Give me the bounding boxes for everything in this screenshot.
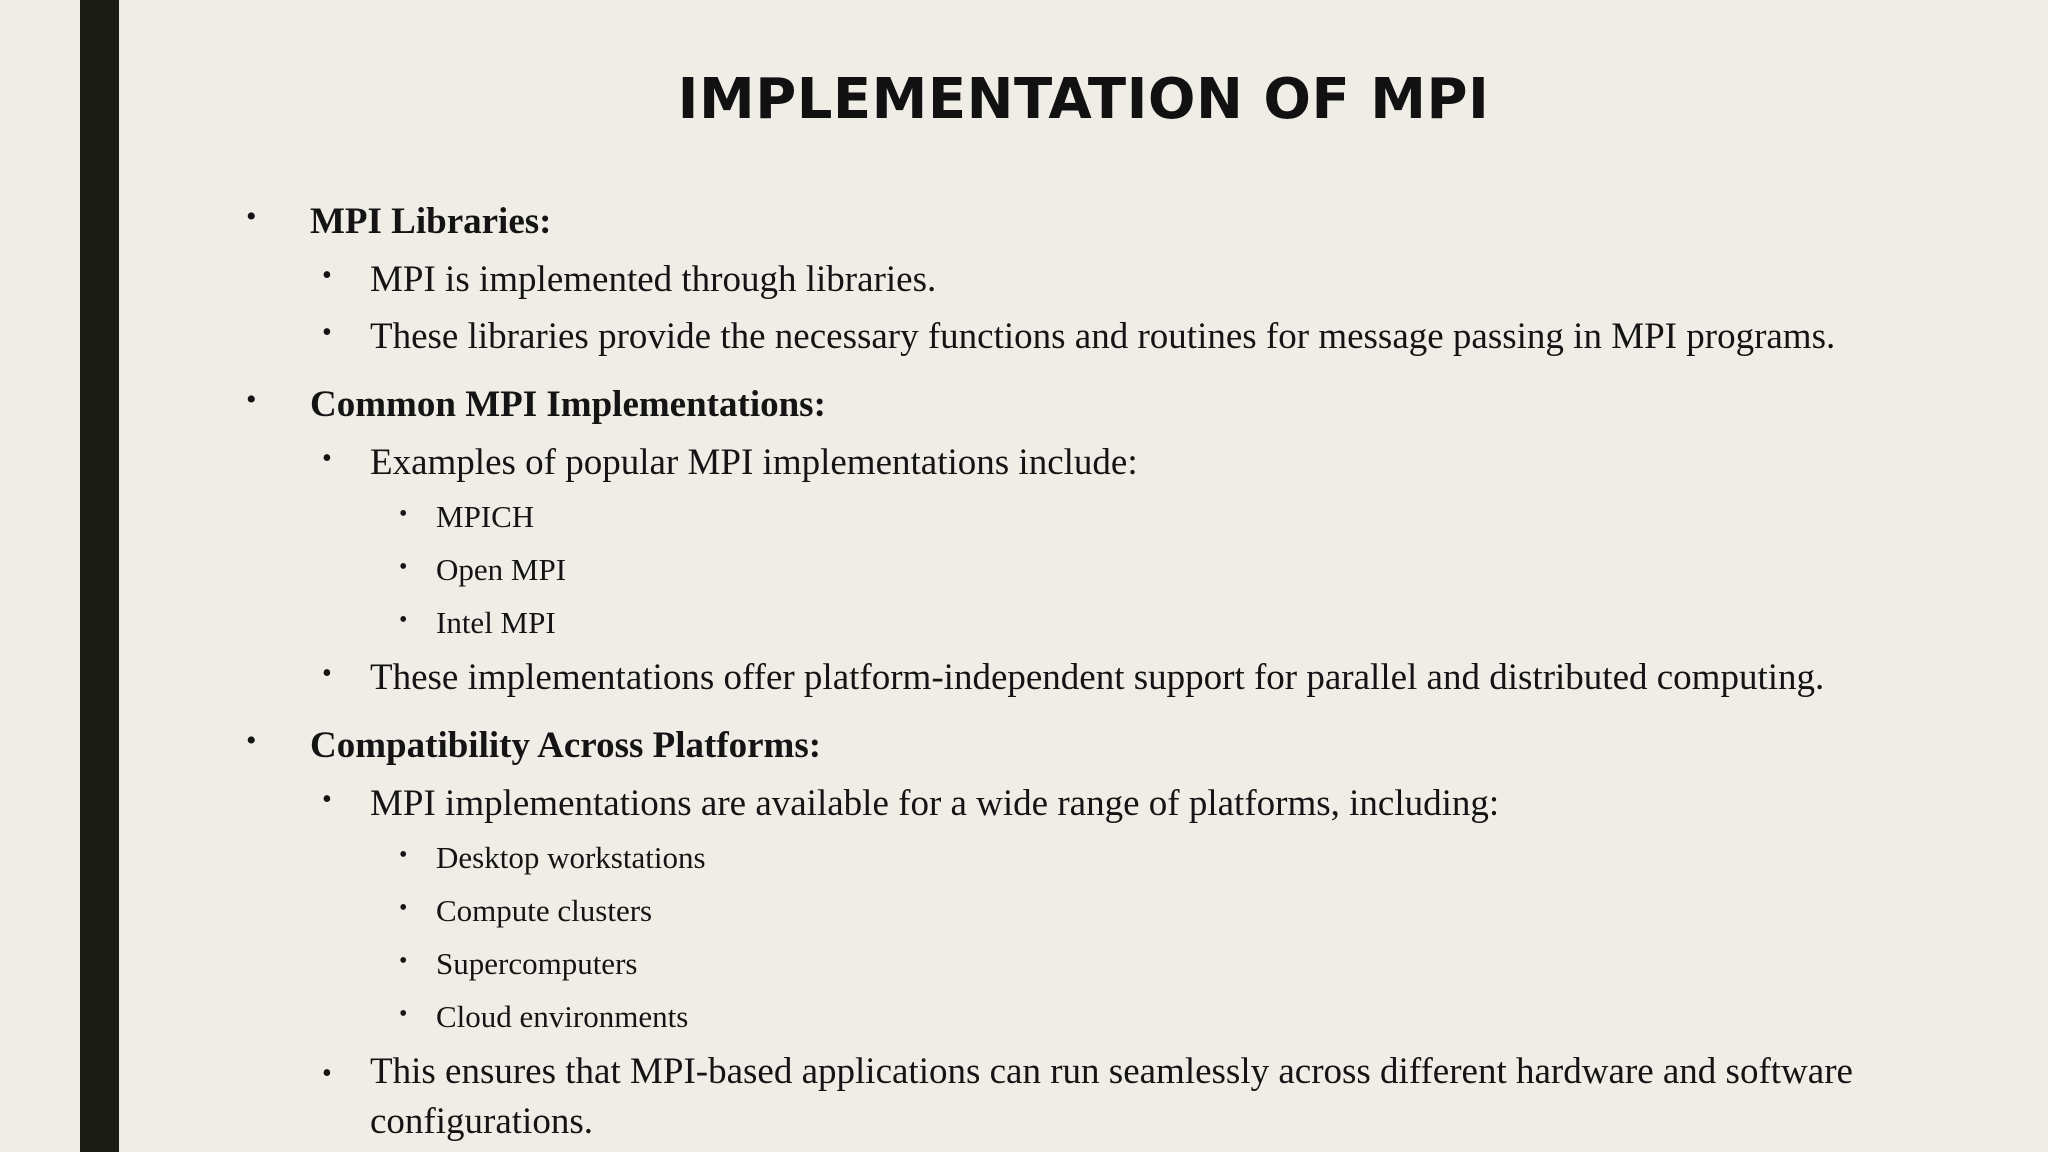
sub-list-item-text: Open MPI [436,552,567,587]
list-item [322,656,1825,699]
bullet-icon: • [322,443,332,474]
section-heading-text: Common MPI Implementations: [310,384,826,425]
sub-list-item-text: Desktop workstations [436,840,706,875]
list-item-text: Examples of popular MPI implementations include: [370,442,1138,483]
bullet-icon: • [246,383,257,416]
bullet-icon: • [399,1001,408,1027]
section-heading [246,724,822,767]
sub-list-item [399,840,706,876]
list-item-text: These libraries provide the necessary functions and routines for message passing in MPI programs. [370,316,1836,357]
list-item [322,315,1836,358]
bullet-icon: • [322,1058,332,1089]
bullet-icon: • [399,895,408,921]
list-item [322,258,937,301]
list-item-text: This ensures that MPI-based applications can run seamlessly across different hardware and software configurations. [370,1051,1853,1142]
list-item-text: These implementations offer platform-independent support for parallel and distributed computing. [370,657,1825,698]
slide-title: IMPLEMENTATION OF MPI [677,67,1490,132]
sub-list-item [399,999,689,1035]
bullet-icon: • [322,317,332,348]
bullet-icon: • [322,658,332,689]
bullet-icon: • [246,200,257,233]
section-heading-text: MPI Libraries: [310,201,552,242]
bullet-icon: • [399,554,408,580]
bullet-icon: • [399,501,408,527]
list-item [322,782,1500,825]
section-heading [246,200,552,243]
sub-list-item [399,946,638,982]
bullet-icon: • [399,842,408,868]
list-item-text: MPI implementations are available for a wide range of platforms, including: [370,783,1500,824]
section-heading [246,383,826,426]
bullet-icon: • [246,724,257,757]
list-item-text: MPI is implemented through libraries. [370,259,937,300]
bullet-icon: • [399,948,408,974]
sub-list-item-text: Supercomputers [436,946,638,981]
sub-list-item-text: Cloud environments [436,999,689,1034]
bullet-icon: • [322,784,332,815]
sub-list-item-text: Intel MPI [436,605,556,640]
list-item [322,441,1138,484]
sub-list-item [399,499,535,535]
sub-list-item-text: MPICH [436,499,535,534]
sub-list-item [399,893,653,929]
sub-list-item [399,605,556,641]
bullet-icon: • [399,607,408,633]
sub-list-item-text: Compute clusters [436,893,653,928]
list-item [322,1050,2010,1150]
sub-list-item [399,552,567,588]
bullet-icon: • [322,260,332,291]
section-heading-text: Compatibility Across Platforms: [310,725,822,766]
